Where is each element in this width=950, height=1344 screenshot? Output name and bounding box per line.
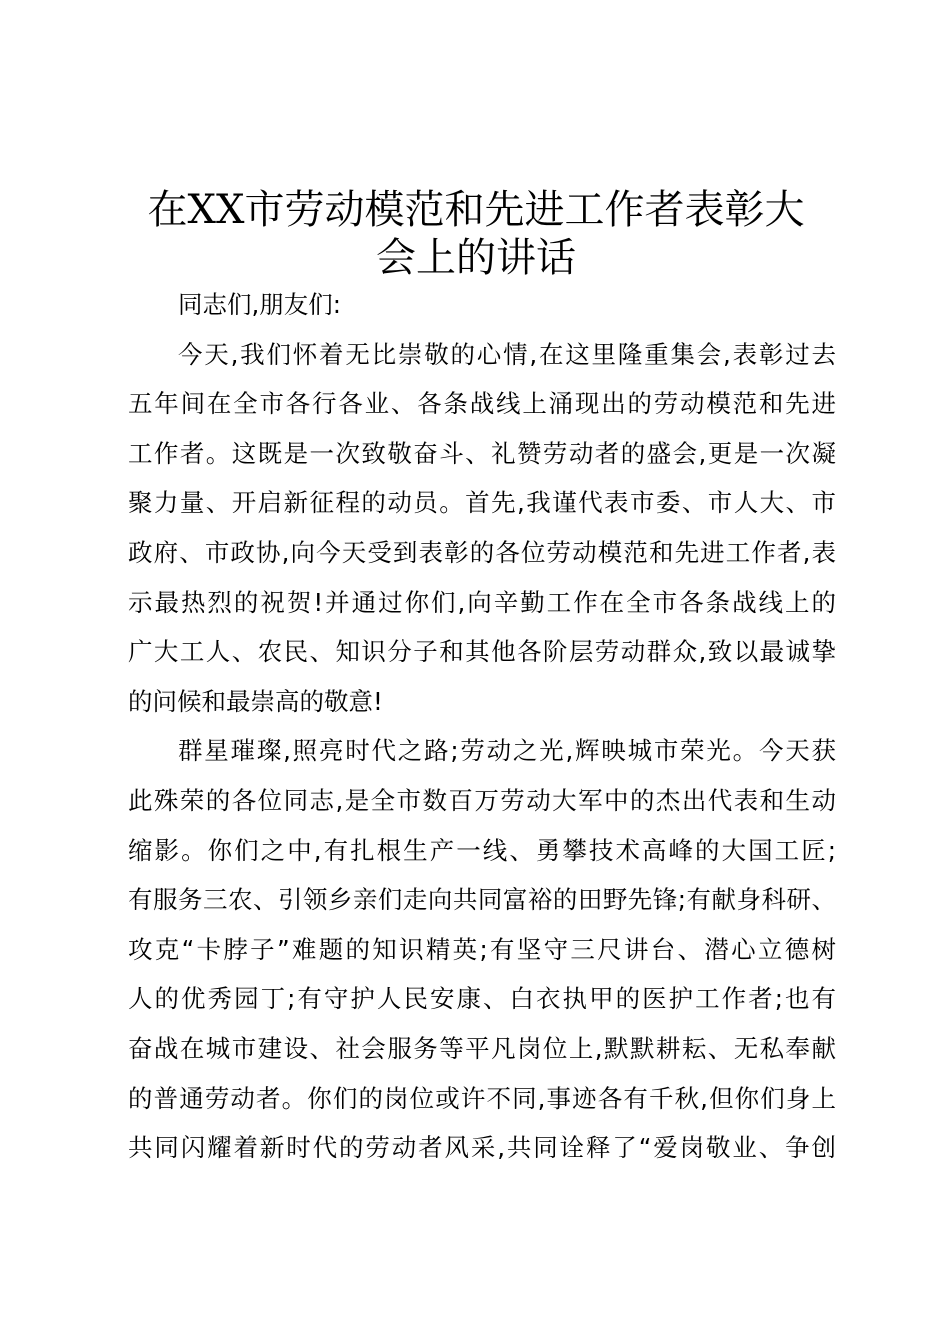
document-body xyxy=(128,280,836,1173)
paragraph-line: 五年间在全市各行各业、各条战线上涌现出的劳动模范和先进 xyxy=(128,389,836,419)
paragraph-line: 工作者。这既是一次致敬奋斗、礼赞劳动者的盛会,更是一次凝 xyxy=(128,438,836,468)
paragraphs xyxy=(128,330,836,1173)
paragraph-line: 奋战在城市建设、社会服务等平凡岗位上,默默耕耘、无私奉献 xyxy=(128,1033,836,1063)
paragraph-line: 的问候和最崇高的敬意! xyxy=(128,686,383,716)
paragraph-line: 人的优秀园丁;有守护人民安康、白衣执甲的医护工作者;也有 xyxy=(128,984,836,1014)
paragraph-line: 群星璀璨,照亮时代之路;劳动之光,辉映城市荣光。今天获 xyxy=(178,736,836,766)
paragraph-line: 攻克“卡脖子”难题的知识精英;有坚守三尺讲台、潜心立德树 xyxy=(128,934,836,964)
paragraph-line: 示最热烈的祝贺!并通过你们,向辛勤工作在全市各条战线上的 xyxy=(128,587,836,617)
paragraph-line: 有服务三农、引领乡亲们走向共同富裕的田野先锋;有献身科研、 xyxy=(128,885,836,915)
title-line: 会上的讲话 xyxy=(376,235,576,281)
title-line: 在XX市劳动模范和先进工作者表彰大 xyxy=(147,187,805,233)
document-title xyxy=(120,186,832,282)
paragraph-line: 的普通劳动者。你们的岗位或许不同,事迹各有千秋,但你们身上 xyxy=(128,1083,836,1113)
paragraph xyxy=(128,726,836,1172)
paragraph-line: 此殊荣的各位同志,是全市数百万劳动大军中的杰出代表和生动 xyxy=(128,785,836,815)
paragraph-line: 政府、市政协,向今天受到表彰的各位劳动模范和先进工作者,表 xyxy=(128,537,836,567)
paragraph-line: 共同闪耀着新时代的劳动者风采,共同诠释了“爱岗敬业、争创 xyxy=(128,1133,836,1163)
paragraph xyxy=(128,330,836,727)
paragraph-line: 今天,我们怀着无比崇敬的心情,在这里隆重集会,表彰过去 xyxy=(178,339,836,369)
paragraph-line: 广大工人、农民、知识分子和其他各阶层劳动群众,致以最诚挚 xyxy=(128,637,836,667)
greeting: 同志们,朋友们: xyxy=(178,290,342,319)
paragraph-line: 缩影。你们之中,有扎根生产一线、勇攀技术高峰的大国工匠; xyxy=(128,835,836,865)
paragraph-line: 聚力量、开启新征程的动员。首先,我谨代表市委、市人大、市 xyxy=(128,488,836,518)
